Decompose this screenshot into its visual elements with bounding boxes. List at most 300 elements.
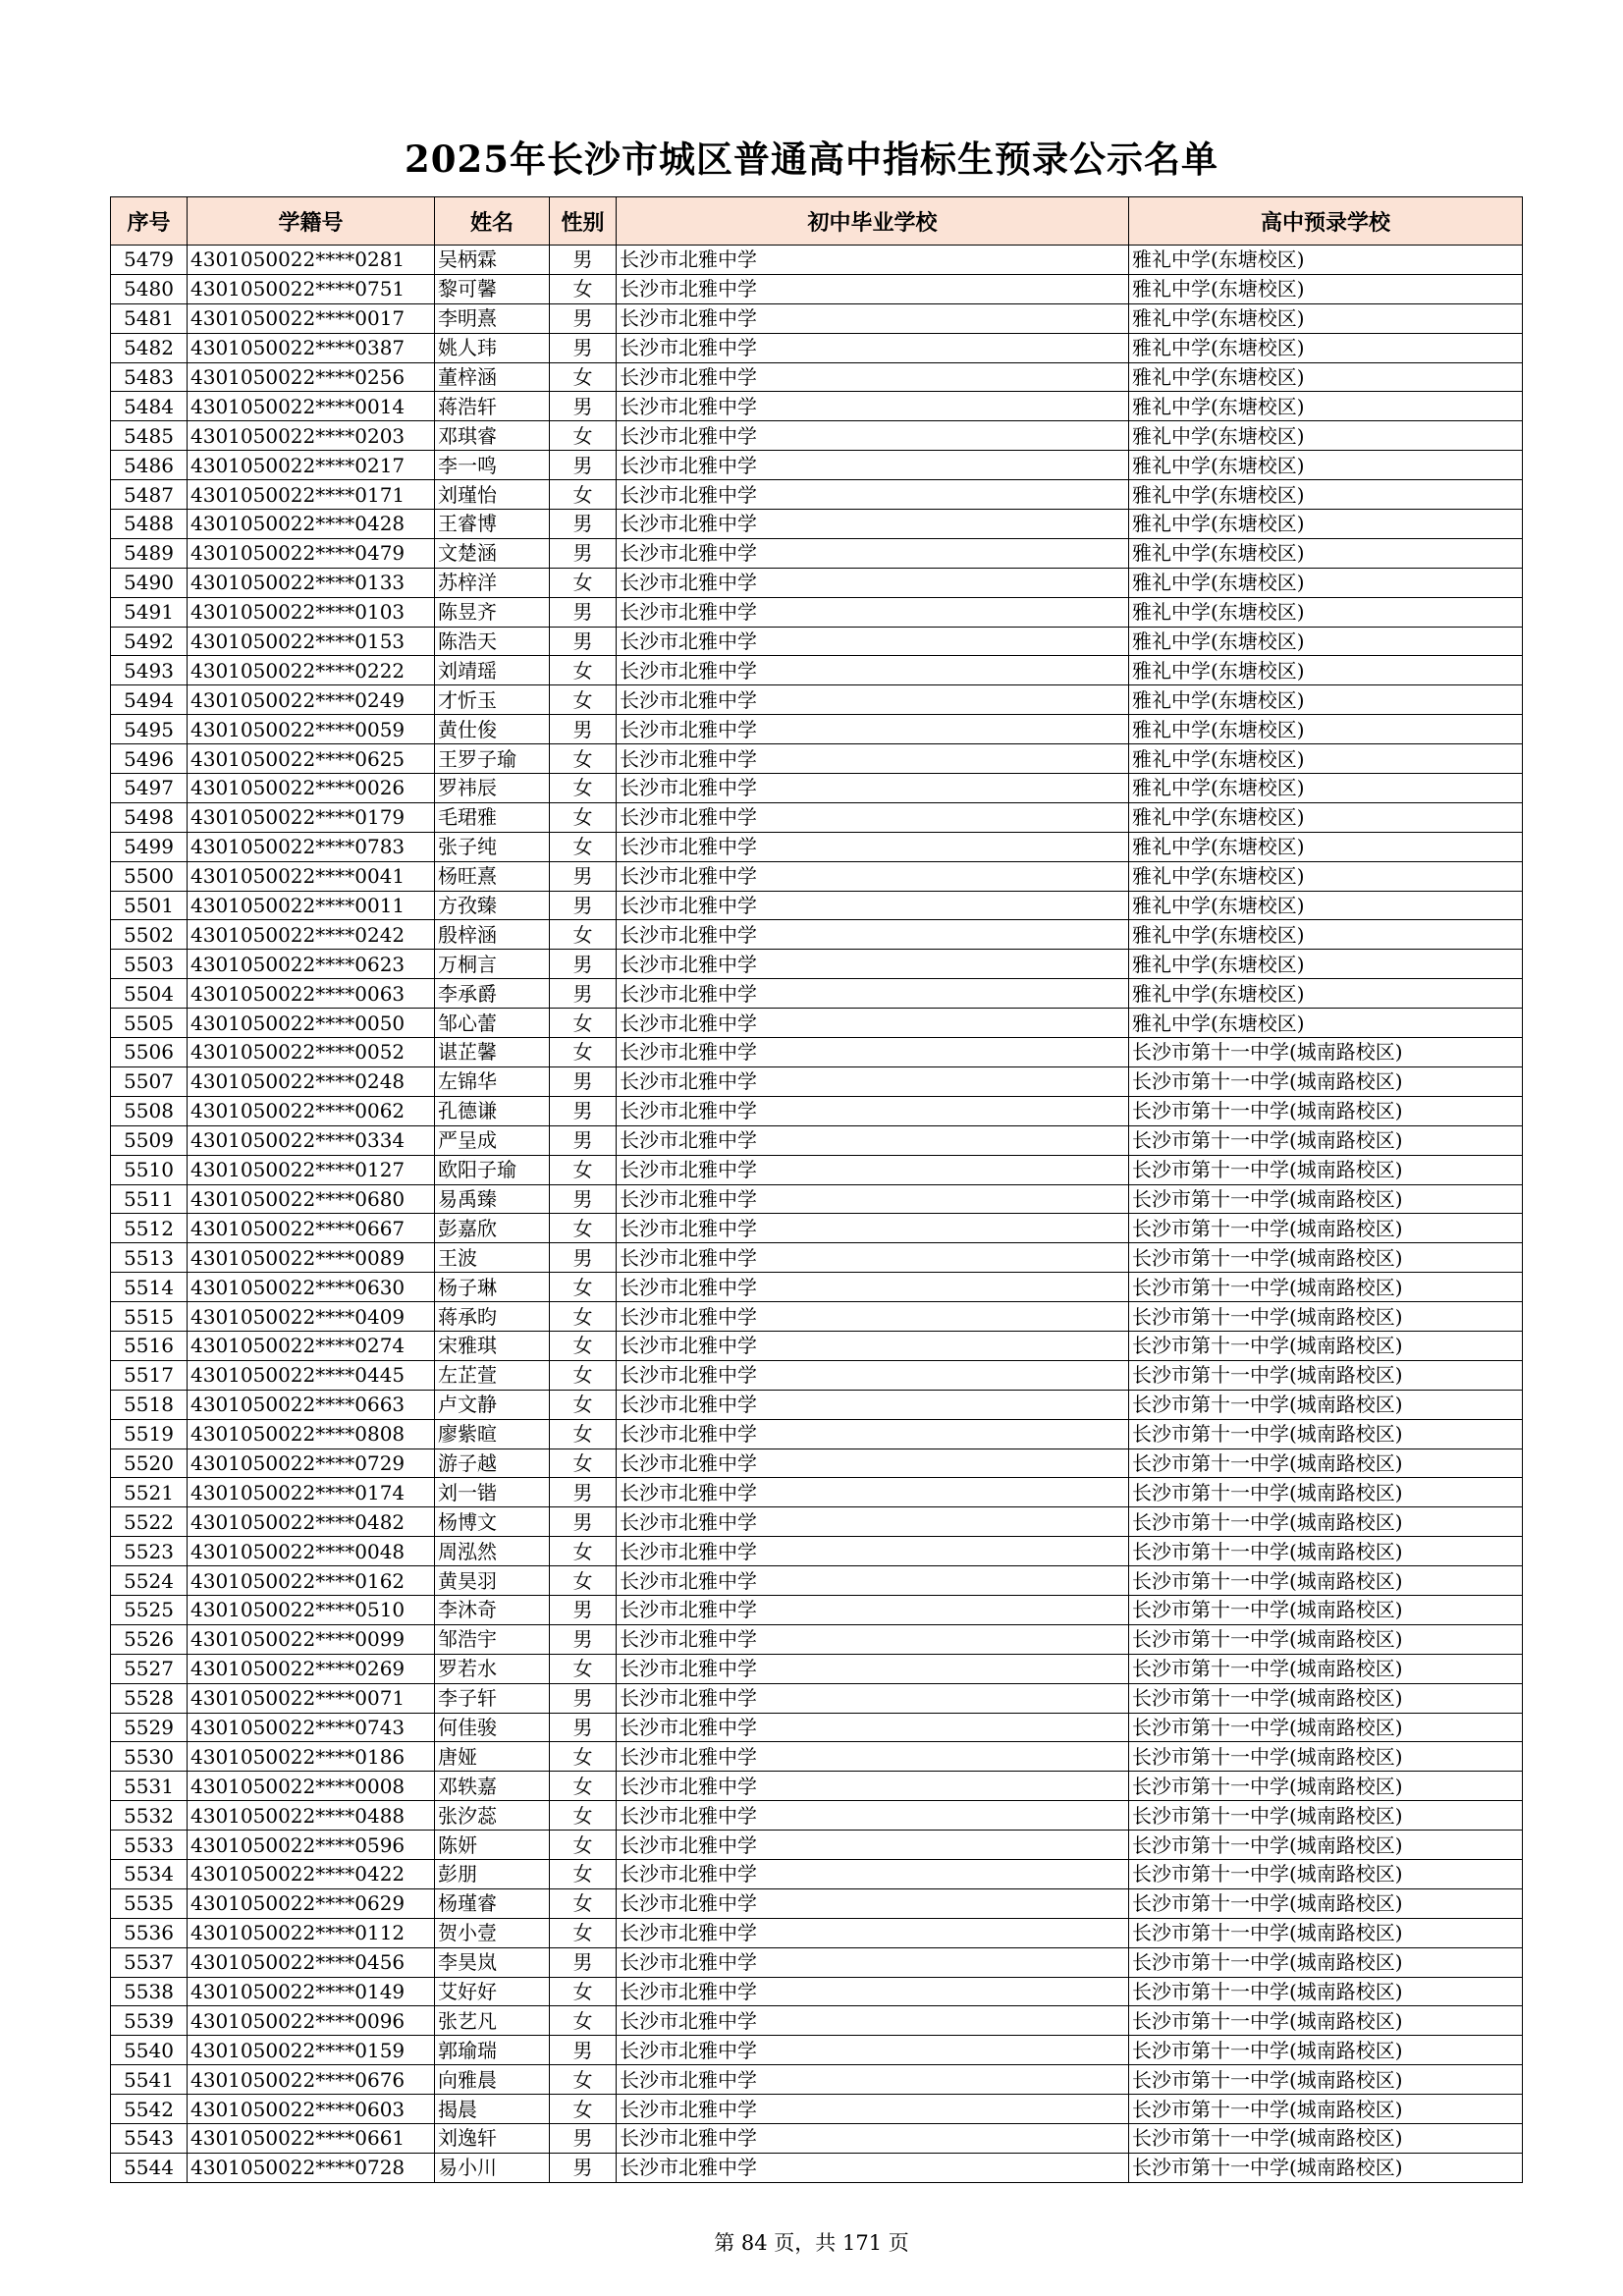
cell-sex: 男 <box>550 1624 617 1654</box>
cell-student-id: 4301050022****0127 <box>188 1155 435 1184</box>
cell-sex: 女 <box>550 774 617 803</box>
cell-junior-school: 长沙市北雅中学 <box>617 715 1129 744</box>
cell-student-id: 4301050022****0062 <box>188 1096 435 1125</box>
cell-senior-school: 雅礼中学(东塘校区) <box>1129 656 1523 685</box>
cell-junior-school: 长沙市北雅中学 <box>617 861 1129 891</box>
table-row <box>111 246 1523 275</box>
cell-senior-school: 长沙市第十一中学(城南路校区) <box>1129 1066 1523 1096</box>
document-title: 2025年长沙市城区普通高中指标生预录公示名单 <box>405 137 1218 181</box>
cell-seq: 5510 <box>111 1155 188 1184</box>
cell-seq: 5528 <box>111 1683 188 1713</box>
cell-student-id: 4301050022****0059 <box>188 715 435 744</box>
table-row <box>111 744 1523 774</box>
cell-senior-school: 长沙市第十一中学(城南路校区) <box>1129 1566 1523 1596</box>
page-footer: 第 84 页，共 171 页 <box>714 2231 909 2255</box>
cell-sex: 男 <box>550 333 617 362</box>
cell-seq: 5514 <box>111 1273 188 1302</box>
cell-seq: 5521 <box>111 1478 188 1507</box>
cell-sex: 女 <box>550 1772 617 1801</box>
cell-junior-school: 长沙市北雅中学 <box>617 1038 1129 1067</box>
cell-senior-school: 雅礼中学(东塘校区) <box>1129 685 1523 715</box>
cell-seq: 5501 <box>111 891 188 920</box>
header-senior-school: 高中预录学校 <box>1129 197 1523 246</box>
cell-name: 卢文静 <box>435 1390 550 1419</box>
cell-name: 邓琪睿 <box>435 421 550 451</box>
cell-seq: 5484 <box>111 392 188 421</box>
cell-sex: 女 <box>550 421 617 451</box>
header-junior-school: 初中毕业学校 <box>617 197 1129 246</box>
cell-name: 刘逸轩 <box>435 2124 550 2154</box>
table-row <box>111 1947 1523 1977</box>
cell-senior-school: 长沙市第十一中学(城南路校区) <box>1129 1478 1523 1507</box>
table-row <box>111 392 1523 421</box>
cell-senior-school: 长沙市第十一中学(城南路校区) <box>1129 1214 1523 1243</box>
cell-senior-school: 长沙市第十一中学(城南路校区) <box>1129 1360 1523 1390</box>
cell-sex: 男 <box>550 2124 617 2154</box>
cell-senior-school: 长沙市第十一中学(城南路校区) <box>1129 1449 1523 1478</box>
cell-student-id: 4301050022****0133 <box>188 568 435 597</box>
cell-student-id: 4301050022****0387 <box>188 333 435 362</box>
cell-student-id: 4301050022****0488 <box>188 1801 435 1831</box>
cell-seq: 5531 <box>111 1772 188 1801</box>
cell-junior-school: 长沙市北雅中学 <box>617 920 1129 950</box>
cell-senior-school: 雅礼中学(东塘校区) <box>1129 920 1523 950</box>
cell-sex: 女 <box>550 744 617 774</box>
cell-student-id: 4301050022****0269 <box>188 1654 435 1683</box>
cell-senior-school: 长沙市第十一中学(城南路校区) <box>1129 1801 1523 1831</box>
table-row <box>111 627 1523 656</box>
header-sex: 性别 <box>550 197 617 246</box>
cell-seq: 5536 <box>111 1918 188 1947</box>
cell-senior-school: 雅礼中学(东塘校区) <box>1129 715 1523 744</box>
cell-sex: 男 <box>550 950 617 979</box>
cell-student-id: 4301050022****0222 <box>188 656 435 685</box>
table-row <box>111 1683 1523 1713</box>
cell-name: 廖紫暄 <box>435 1419 550 1449</box>
cell-senior-school: 长沙市第十一中学(城南路校区) <box>1129 1595 1523 1624</box>
cell-seq: 5489 <box>111 538 188 568</box>
cell-seq: 5494 <box>111 685 188 715</box>
cell-senior-school: 长沙市第十一中学(城南路校区) <box>1129 1831 1523 1860</box>
cell-sex: 男 <box>550 1125 617 1155</box>
cell-seq: 5513 <box>111 1243 188 1273</box>
cell-senior-school: 雅礼中学(东塘校区) <box>1129 392 1523 421</box>
cell-name: 宋雅琪 <box>435 1331 550 1360</box>
cell-student-id: 4301050022****0479 <box>188 538 435 568</box>
cell-seq: 5505 <box>111 1009 188 1038</box>
cell-student-id: 4301050022****0751 <box>188 274 435 303</box>
table-row <box>111 510 1523 539</box>
cell-student-id: 4301050022****0063 <box>188 979 435 1009</box>
cell-name: 陈昱齐 <box>435 597 550 627</box>
cell-seq: 5517 <box>111 1360 188 1390</box>
cell-name: 张子纯 <box>435 832 550 861</box>
cell-seq: 5480 <box>111 274 188 303</box>
cell-senior-school: 雅礼中学(东塘校区) <box>1129 538 1523 568</box>
cell-seq: 5523 <box>111 1537 188 1566</box>
cell-name: 李沐奇 <box>435 1595 550 1624</box>
cell-junior-school: 长沙市北雅中学 <box>617 2006 1129 2036</box>
cell-junior-school: 长沙市北雅中学 <box>617 1977 1129 2006</box>
cell-junior-school: 长沙市北雅中学 <box>617 656 1129 685</box>
cell-seq: 5541 <box>111 2065 188 2095</box>
cell-senior-school: 雅礼中学(东塘校区) <box>1129 597 1523 627</box>
cell-sex: 女 <box>550 568 617 597</box>
table-row <box>111 1772 1523 1801</box>
cell-senior-school: 雅礼中学(东塘校区) <box>1129 274 1523 303</box>
table-row <box>111 2006 1523 2036</box>
cell-sex: 男 <box>550 597 617 627</box>
cell-seq: 5507 <box>111 1066 188 1096</box>
cell-seq: 5492 <box>111 627 188 656</box>
cell-junior-school: 长沙市北雅中学 <box>617 597 1129 627</box>
cell-name: 杨子琳 <box>435 1273 550 1302</box>
cell-name: 邹心蕾 <box>435 1009 550 1038</box>
cell-junior-school: 长沙市北雅中学 <box>617 480 1129 510</box>
cell-sex: 女 <box>550 1419 617 1449</box>
cell-senior-school: 雅礼中学(东塘校区) <box>1129 451 1523 480</box>
cell-seq: 5539 <box>111 2006 188 2036</box>
cell-sex: 男 <box>550 303 617 333</box>
cell-senior-school: 雅礼中学(东塘校区) <box>1129 802 1523 832</box>
table-row <box>111 1214 1523 1243</box>
cell-name: 董梓涵 <box>435 362 550 392</box>
cell-student-id: 4301050022****0510 <box>188 1595 435 1624</box>
table-row <box>111 950 1523 979</box>
cell-seq: 5493 <box>111 656 188 685</box>
table-row <box>111 1125 1523 1155</box>
cell-name: 揭晨 <box>435 2095 550 2124</box>
table-row <box>111 861 1523 891</box>
cell-sex: 男 <box>550 2153 617 2182</box>
cell-sex: 女 <box>550 1831 617 1860</box>
cell-name: 陈浩天 <box>435 627 550 656</box>
cell-seq: 5511 <box>111 1184 188 1214</box>
cell-senior-school: 雅礼中学(东塘校区) <box>1129 891 1523 920</box>
cell-sex: 女 <box>550 2006 617 2036</box>
table-row <box>111 1977 1523 2006</box>
cell-name: 吴柄霖 <box>435 246 550 275</box>
cell-name: 唐娅 <box>435 1742 550 1772</box>
cell-name: 邓轶嘉 <box>435 1772 550 1801</box>
cell-junior-school: 长沙市北雅中学 <box>617 1302 1129 1332</box>
cell-senior-school: 雅礼中学(东塘校区) <box>1129 421 1523 451</box>
table-row <box>111 568 1523 597</box>
cell-sex: 女 <box>550 1273 617 1302</box>
cell-seq: 5544 <box>111 2153 188 2182</box>
cell-sex: 女 <box>550 1801 617 1831</box>
cell-seq: 5530 <box>111 1742 188 1772</box>
cell-senior-school: 长沙市第十一中学(城南路校区) <box>1129 2124 1523 2154</box>
cell-senior-school: 长沙市第十一中学(城南路校区) <box>1129 1273 1523 1302</box>
cell-student-id: 4301050022****0422 <box>188 1859 435 1888</box>
cell-junior-school: 长沙市北雅中学 <box>617 1096 1129 1125</box>
cell-sex: 女 <box>550 362 617 392</box>
cell-student-id: 4301050022****0625 <box>188 744 435 774</box>
cell-student-id: 4301050022****0112 <box>188 1918 435 1947</box>
table-row <box>111 1273 1523 1302</box>
cell-seq: 5522 <box>111 1507 188 1537</box>
table-row <box>111 2153 1523 2182</box>
cell-junior-school: 长沙市北雅中学 <box>617 1125 1129 1155</box>
cell-name: 李承爵 <box>435 979 550 1009</box>
cell-name: 谌芷馨 <box>435 1038 550 1067</box>
cell-name: 王波 <box>435 1243 550 1273</box>
cell-name: 刘瑾怡 <box>435 480 550 510</box>
table-row <box>111 1831 1523 1860</box>
cell-seq: 5486 <box>111 451 188 480</box>
cell-sex: 男 <box>550 1683 617 1713</box>
cell-student-id: 4301050022****0071 <box>188 1683 435 1713</box>
cell-name: 左锦华 <box>435 1066 550 1096</box>
cell-sex: 女 <box>550 1537 617 1566</box>
cell-student-id: 4301050022****0729 <box>188 1449 435 1478</box>
cell-name: 张艺凡 <box>435 2006 550 2036</box>
table-row <box>111 1096 1523 1125</box>
cell-seq: 5519 <box>111 1419 188 1449</box>
cell-student-id: 4301050022****0630 <box>188 1273 435 1302</box>
cell-sex: 女 <box>550 920 617 950</box>
cell-senior-school: 雅礼中学(东塘校区) <box>1129 510 1523 539</box>
cell-student-id: 4301050022****0808 <box>188 1419 435 1449</box>
cell-student-id: 4301050022****0162 <box>188 1566 435 1596</box>
cell-senior-school: 长沙市第十一中学(城南路校区) <box>1129 1859 1523 1888</box>
cell-senior-school: 雅礼中学(东塘校区) <box>1129 950 1523 979</box>
cell-student-id: 4301050022****0728 <box>188 2153 435 2182</box>
cell-sex: 女 <box>550 1742 617 1772</box>
cell-senior-school: 长沙市第十一中学(城南路校区) <box>1129 2095 1523 2124</box>
cell-name: 何佳骏 <box>435 1713 550 1742</box>
cell-sex: 女 <box>550 1331 617 1360</box>
table-row <box>111 1184 1523 1214</box>
cell-seq: 5481 <box>111 303 188 333</box>
cell-seq: 5540 <box>111 2036 188 2065</box>
table-row <box>111 1419 1523 1449</box>
cell-student-id: 4301050022****0482 <box>188 1507 435 1537</box>
cell-name: 刘一锴 <box>435 1478 550 1507</box>
table-row <box>111 538 1523 568</box>
cell-student-id: 4301050022****0256 <box>188 362 435 392</box>
cell-junior-school: 长沙市北雅中学 <box>617 333 1129 362</box>
cell-senior-school: 雅礼中学(东塘校区) <box>1129 480 1523 510</box>
cell-seq: 5535 <box>111 1888 188 1918</box>
cell-student-id: 4301050022****0629 <box>188 1888 435 1918</box>
cell-junior-school: 长沙市北雅中学 <box>617 774 1129 803</box>
cell-seq: 5504 <box>111 979 188 1009</box>
cell-sex: 男 <box>550 510 617 539</box>
cell-name: 向雅晨 <box>435 2065 550 2095</box>
cell-name: 蒋浩轩 <box>435 392 550 421</box>
cell-junior-school: 长沙市北雅中学 <box>617 1654 1129 1683</box>
cell-seq: 5496 <box>111 744 188 774</box>
cell-sex: 男 <box>550 2036 617 2065</box>
cell-seq: 5499 <box>111 832 188 861</box>
cell-senior-school: 长沙市第十一中学(城南路校区) <box>1129 2006 1523 2036</box>
table-row <box>111 685 1523 715</box>
cell-name: 黄仕俊 <box>435 715 550 744</box>
cell-student-id: 4301050022****0217 <box>188 451 435 480</box>
cell-sex: 男 <box>550 1507 617 1537</box>
table-row <box>111 2065 1523 2095</box>
cell-student-id: 4301050022****0099 <box>188 1624 435 1654</box>
cell-junior-school: 长沙市北雅中学 <box>617 1831 1129 1860</box>
cell-seq: 5520 <box>111 1449 188 1478</box>
cell-sex: 女 <box>550 802 617 832</box>
cell-sex: 女 <box>550 274 617 303</box>
cell-senior-school: 雅礼中学(东塘校区) <box>1129 246 1523 275</box>
cell-sex: 女 <box>550 1155 617 1184</box>
cell-junior-school: 长沙市北雅中学 <box>617 510 1129 539</box>
cell-seq: 5497 <box>111 774 188 803</box>
cell-name: 游子越 <box>435 1449 550 1478</box>
cell-senior-school: 雅礼中学(东塘校区) <box>1129 774 1523 803</box>
cell-student-id: 4301050022****0603 <box>188 2095 435 2124</box>
cell-junior-school: 长沙市北雅中学 <box>617 303 1129 333</box>
cell-seq: 5506 <box>111 1038 188 1067</box>
cell-name: 孔德谦 <box>435 1096 550 1125</box>
cell-junior-school: 长沙市北雅中学 <box>617 2124 1129 2154</box>
cell-seq: 5534 <box>111 1859 188 1888</box>
cell-junior-school: 长沙市北雅中学 <box>617 1478 1129 1507</box>
cell-student-id: 4301050022****0249 <box>188 685 435 715</box>
table-row <box>111 362 1523 392</box>
table-row <box>111 1859 1523 1888</box>
cell-name: 李昊岚 <box>435 1947 550 1977</box>
cell-student-id: 4301050022****0153 <box>188 627 435 656</box>
cell-sex: 男 <box>550 861 617 891</box>
cell-junior-school: 长沙市北雅中学 <box>617 1859 1129 1888</box>
cell-seq: 5482 <box>111 333 188 362</box>
cell-seq: 5485 <box>111 421 188 451</box>
cell-student-id: 4301050022****0159 <box>188 2036 435 2065</box>
cell-student-id: 4301050022****0149 <box>188 1977 435 2006</box>
cell-student-id: 4301050022****0663 <box>188 1390 435 1419</box>
cell-name: 邹浩宇 <box>435 1624 550 1654</box>
table-row <box>111 1888 1523 1918</box>
cell-sex: 男 <box>550 451 617 480</box>
cell-senior-school: 雅礼中学(东塘校区) <box>1129 861 1523 891</box>
cell-sex: 男 <box>550 1947 617 1977</box>
cell-name: 黎可馨 <box>435 274 550 303</box>
cell-name: 易禹臻 <box>435 1184 550 1214</box>
table-row <box>111 1801 1523 1831</box>
cell-junior-school: 长沙市北雅中学 <box>617 1214 1129 1243</box>
cell-senior-school: 长沙市第十一中学(城南路校区) <box>1129 1713 1523 1742</box>
cell-senior-school: 长沙市第十一中学(城南路校区) <box>1129 1683 1523 1713</box>
cell-student-id: 4301050022****0274 <box>188 1331 435 1360</box>
cell-senior-school: 长沙市第十一中学(城南路校区) <box>1129 1390 1523 1419</box>
cell-junior-school: 长沙市北雅中学 <box>617 1566 1129 1596</box>
cell-junior-school: 长沙市北雅中学 <box>617 1419 1129 1449</box>
cell-name: 杨瑾睿 <box>435 1888 550 1918</box>
cell-name: 苏梓洋 <box>435 568 550 597</box>
cell-junior-school: 长沙市北雅中学 <box>617 1331 1129 1360</box>
cell-senior-school: 长沙市第十一中学(城南路校区) <box>1129 1918 1523 1947</box>
table-row <box>111 1155 1523 1184</box>
cell-junior-school: 长沙市北雅中学 <box>617 1009 1129 1038</box>
cell-sex: 男 <box>550 1096 617 1125</box>
cell-junior-school: 长沙市北雅中学 <box>617 2153 1129 2182</box>
cell-seq: 5515 <box>111 1302 188 1332</box>
cell-name: 艾好好 <box>435 1977 550 2006</box>
cell-name: 黄昊羽 <box>435 1566 550 1596</box>
cell-junior-school: 长沙市北雅中学 <box>617 979 1129 1009</box>
cell-senior-school: 长沙市第十一中学(城南路校区) <box>1129 1184 1523 1214</box>
cell-student-id: 4301050022****0743 <box>188 1713 435 1742</box>
cell-name: 欧阳子瑜 <box>435 1155 550 1184</box>
cell-student-id: 4301050022****0445 <box>188 1360 435 1390</box>
cell-junior-school: 长沙市北雅中学 <box>617 538 1129 568</box>
cell-student-id: 4301050022****0248 <box>188 1066 435 1096</box>
table-row <box>111 1624 1523 1654</box>
cell-senior-school: 长沙市第十一中学(城南路校区) <box>1129 1096 1523 1125</box>
table-row <box>111 451 1523 480</box>
cell-seq: 5526 <box>111 1624 188 1654</box>
cell-student-id: 4301050022****0041 <box>188 861 435 891</box>
table-row <box>111 1713 1523 1742</box>
cell-name: 易小川 <box>435 2153 550 2182</box>
cell-student-id: 4301050022****0048 <box>188 1537 435 1566</box>
table-row <box>111 1009 1523 1038</box>
cell-seq: 5529 <box>111 1713 188 1742</box>
table-body <box>111 246 1523 2183</box>
cell-senior-school: 长沙市第十一中学(城南路校区) <box>1129 1654 1523 1683</box>
table-row <box>111 1537 1523 1566</box>
table-row <box>111 891 1523 920</box>
cell-sex: 女 <box>550 656 617 685</box>
cell-sex: 男 <box>550 1066 617 1096</box>
cell-senior-school: 长沙市第十一中学(城南路校区) <box>1129 1155 1523 1184</box>
table-row <box>111 480 1523 510</box>
cell-seq: 5487 <box>111 480 188 510</box>
cell-student-id: 4301050022****0089 <box>188 1243 435 1273</box>
cell-sex: 女 <box>550 2065 617 2095</box>
cell-name: 李明熹 <box>435 303 550 333</box>
cell-senior-school: 长沙市第十一中学(城南路校区) <box>1129 1888 1523 1918</box>
cell-seq: 5490 <box>111 568 188 597</box>
cell-seq: 5516 <box>111 1331 188 1360</box>
cell-name: 王睿博 <box>435 510 550 539</box>
cell-junior-school: 长沙市北雅中学 <box>617 1155 1129 1184</box>
cell-senior-school: 雅礼中学(东塘校区) <box>1129 832 1523 861</box>
cell-name: 罗若水 <box>435 1654 550 1683</box>
cell-name: 蒋承昀 <box>435 1302 550 1332</box>
header-seq: 序号 <box>111 197 188 246</box>
cell-junior-school: 长沙市北雅中学 <box>617 2065 1129 2095</box>
cell-sex: 女 <box>550 1918 617 1947</box>
cell-junior-school: 长沙市北雅中学 <box>617 1595 1129 1624</box>
cell-seq: 5512 <box>111 1214 188 1243</box>
cell-junior-school: 长沙市北雅中学 <box>617 685 1129 715</box>
cell-junior-school: 长沙市北雅中学 <box>617 891 1129 920</box>
cell-junior-school: 长沙市北雅中学 <box>617 950 1129 979</box>
cell-senior-school: 长沙市第十一中学(城南路校区) <box>1129 1507 1523 1537</box>
cell-junior-school: 长沙市北雅中学 <box>617 832 1129 861</box>
cell-name: 毛珺雅 <box>435 802 550 832</box>
cell-name: 陈妍 <box>435 1831 550 1860</box>
cell-sex: 男 <box>550 715 617 744</box>
cell-junior-school: 长沙市北雅中学 <box>617 1888 1129 1918</box>
cell-junior-school: 长沙市北雅中学 <box>617 1683 1129 1713</box>
cell-name: 严呈成 <box>435 1125 550 1155</box>
cell-senior-school: 长沙市第十一中学(城南路校区) <box>1129 2036 1523 2065</box>
cell-sex: 女 <box>550 480 617 510</box>
table-row <box>111 1038 1523 1067</box>
cell-student-id: 4301050022****0017 <box>188 303 435 333</box>
cell-sex: 男 <box>550 1243 617 1273</box>
cell-seq: 5479 <box>111 246 188 275</box>
cell-name: 王罗子瑜 <box>435 744 550 774</box>
